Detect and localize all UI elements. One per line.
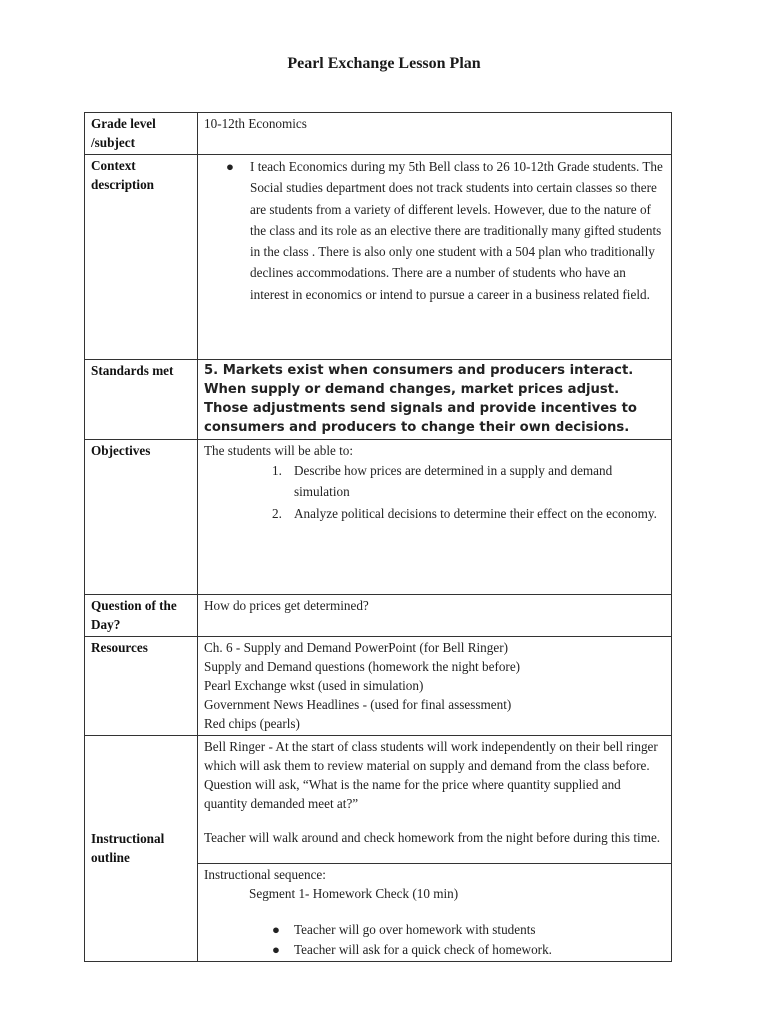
item-text: Analyze political decisions to determine their effect on the economy. <box>294 505 657 521</box>
context-value <box>198 155 672 360</box>
resources-label: Resources <box>85 637 198 736</box>
list-item <box>204 940 665 960</box>
lesson-plan-table <box>84 112 672 962</box>
objectives-list <box>204 460 665 524</box>
bullet-icon: ● <box>272 922 280 937</box>
grade-label: Grade level /subject <box>85 113 198 155</box>
bell-ringer-text: Bell Ringer - At the start of class students will work independently on their bell ringer which will ask them to review material on supply and demand from the class before. Question will ask, “What is the name for the price where quantity supplied and quantity demanded meet at?” <box>204 739 658 811</box>
item-number: 2. <box>272 505 282 521</box>
row-objectives <box>85 440 672 595</box>
segment-bullets <box>204 920 665 959</box>
resources-value <box>198 637 672 736</box>
list-item <box>204 156 665 305</box>
question-label: Question of the Day? <box>85 595 198 637</box>
row-grade-level <box>85 113 672 155</box>
item-number: 1. <box>272 463 282 478</box>
resource-line: Ch. 6 - Supply and Demand PowerPoint (for Bell Ringer) <box>204 640 509 655</box>
resource-line: Red chips (pearls) <box>204 716 300 731</box>
objectives-value <box>198 440 672 595</box>
row-bell-ringer <box>85 736 672 864</box>
row-context <box>85 155 672 360</box>
bullet-icon: ● <box>272 941 280 957</box>
row-question <box>85 595 672 637</box>
row-standards <box>85 360 672 440</box>
bullet-text: Teacher will go over homework with students <box>294 922 536 937</box>
page-title: Pearl Exchange Lesson Plan <box>287 55 481 72</box>
bell-ringer-cell <box>198 736 672 864</box>
resource-line: Pearl Exchange wkst (used in simulation) <box>204 678 424 693</box>
list-item <box>204 460 665 503</box>
list-item <box>204 503 665 524</box>
context-list <box>204 156 665 305</box>
instructional-label: Instructional outline <box>85 736 198 962</box>
grade-value: 10-12th Economics <box>198 113 672 155</box>
resource-line: Government News Headlines - (used for final assessment) <box>204 697 512 712</box>
objectives-label: Objectives <box>85 440 198 595</box>
standards-value: 5. Markets exist when consumers and producers interact. When supply or demand changes, market prices adjust. Those adjustments send signals and provide incentives to consumers and producers to change their own decisions. <box>198 360 672 440</box>
sequence-heading: Instructional sequence: <box>204 867 326 882</box>
item-text: Describe how prices are determined in a supply and demand simulation <box>294 463 613 500</box>
list-item <box>204 920 665 940</box>
row-resources <box>85 637 672 736</box>
standards-label: Standards met <box>85 360 198 440</box>
context-label: Context description <box>85 155 198 360</box>
segment-title: Segment 1- Homework Check (10 min) <box>249 886 459 901</box>
resource-line: Supply and Demand questions (homework the night before) <box>204 659 521 674</box>
question-value: How do prices get determined? <box>198 595 672 637</box>
teacher-walk-text: Teacher will walk around and check homework from the night before during this time. <box>204 830 661 845</box>
context-text: I teach Economics during my 5th Bell class to 26 10-12th Grade students. The Social studies department does not track students into certain classes so there are students from a variety of different levels. However, due to the nature of the class and its role as an elective there are traditionally many gifted students in the class . There is also only one student with a 504 plan who traditionally declines accommodations. There are a number of students who have an interest in economics or intend to pursue a career in a business related field. <box>250 159 663 302</box>
objectives-intro: The students will be able to: <box>204 443 354 458</box>
bullet-text: Teacher will ask for a quick check of homework. <box>294 941 552 957</box>
sequence-cell <box>198 864 672 962</box>
bullet-icon: ● <box>226 159 234 174</box>
